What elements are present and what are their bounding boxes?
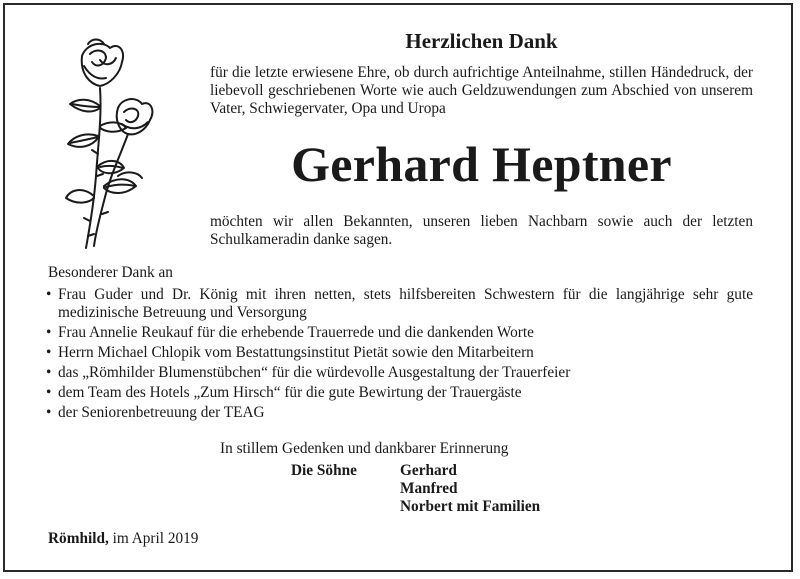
list-item xyxy=(34,364,753,382)
son-name: Manfred xyxy=(400,480,458,497)
list-item-text: Frau Annelie Reukauf für die erhebende Trauerrede und die dankenden Worte xyxy=(58,324,534,341)
list-item xyxy=(34,324,753,342)
special-thanks-list xyxy=(34,286,753,424)
bullet-icon: • xyxy=(46,384,52,401)
list-item xyxy=(34,286,753,322)
list-item-text: Frau Guder und Dr. König mit ihren netten, stets hilfsbereiten Schwestern für die langjährige sehr gute medizinische Betreuung und Versorgung xyxy=(58,286,753,321)
place-name: Römhild, xyxy=(48,530,109,547)
son-name: Norbert mit Familien xyxy=(400,498,541,515)
list-item-text: Herrn Michael Chlopik vom Bestattungsinstitut Pietät sowie den Mitarbeitern xyxy=(58,344,534,361)
rose-icon xyxy=(60,36,170,251)
memory-line: In stillem Gedenken und dankbarer Erinnerung xyxy=(220,440,509,457)
sons-names xyxy=(400,462,540,516)
special-thanks-intro: Besonderer Dank an xyxy=(48,264,173,281)
deceased-name: Gerhard Heptner xyxy=(291,136,672,192)
intro-text: für die letzte erwiesene Ehre, ob durch aufrichtige Anteilnahme, stillen Händedruck, der liebevoll geschriebenen Worte wie auch Geldzuwendungen zum Abschied von unserem Vater, Schwiegervater, Opa und Uropa xyxy=(210,64,753,117)
thanks-text: möchten wir allen Bekannten, unseren lieben Nachbarn sowie auch der letzten Schulkameradin danke sagen. xyxy=(210,213,753,248)
list-item-text: dem Team des Hotels „Zum Hirsch“ für die gute Bewirtung der Trauergäste xyxy=(58,384,522,401)
heading-title: Herzlichen Dank xyxy=(405,29,558,53)
bullet-icon: • xyxy=(46,364,52,381)
date-text: im April 2019 xyxy=(112,530,199,547)
bullet-icon: • xyxy=(46,324,52,341)
list-item-text: das „Römhilder Blumenstübchen“ für die würdevolle Ausgestaltung der Trauerfeier xyxy=(58,364,571,381)
bullet-icon: • xyxy=(46,404,52,421)
bullet-icon: • xyxy=(46,286,52,303)
sons-label: Die Söhne xyxy=(291,462,357,479)
list-item xyxy=(34,404,753,422)
place-date xyxy=(48,530,198,548)
son-name: Gerhard xyxy=(400,462,457,479)
list-item xyxy=(34,344,753,362)
list-item xyxy=(34,384,753,402)
bullet-icon: • xyxy=(46,344,52,361)
list-item-text: der Seniorenbetreuung der TEAG xyxy=(58,404,265,421)
